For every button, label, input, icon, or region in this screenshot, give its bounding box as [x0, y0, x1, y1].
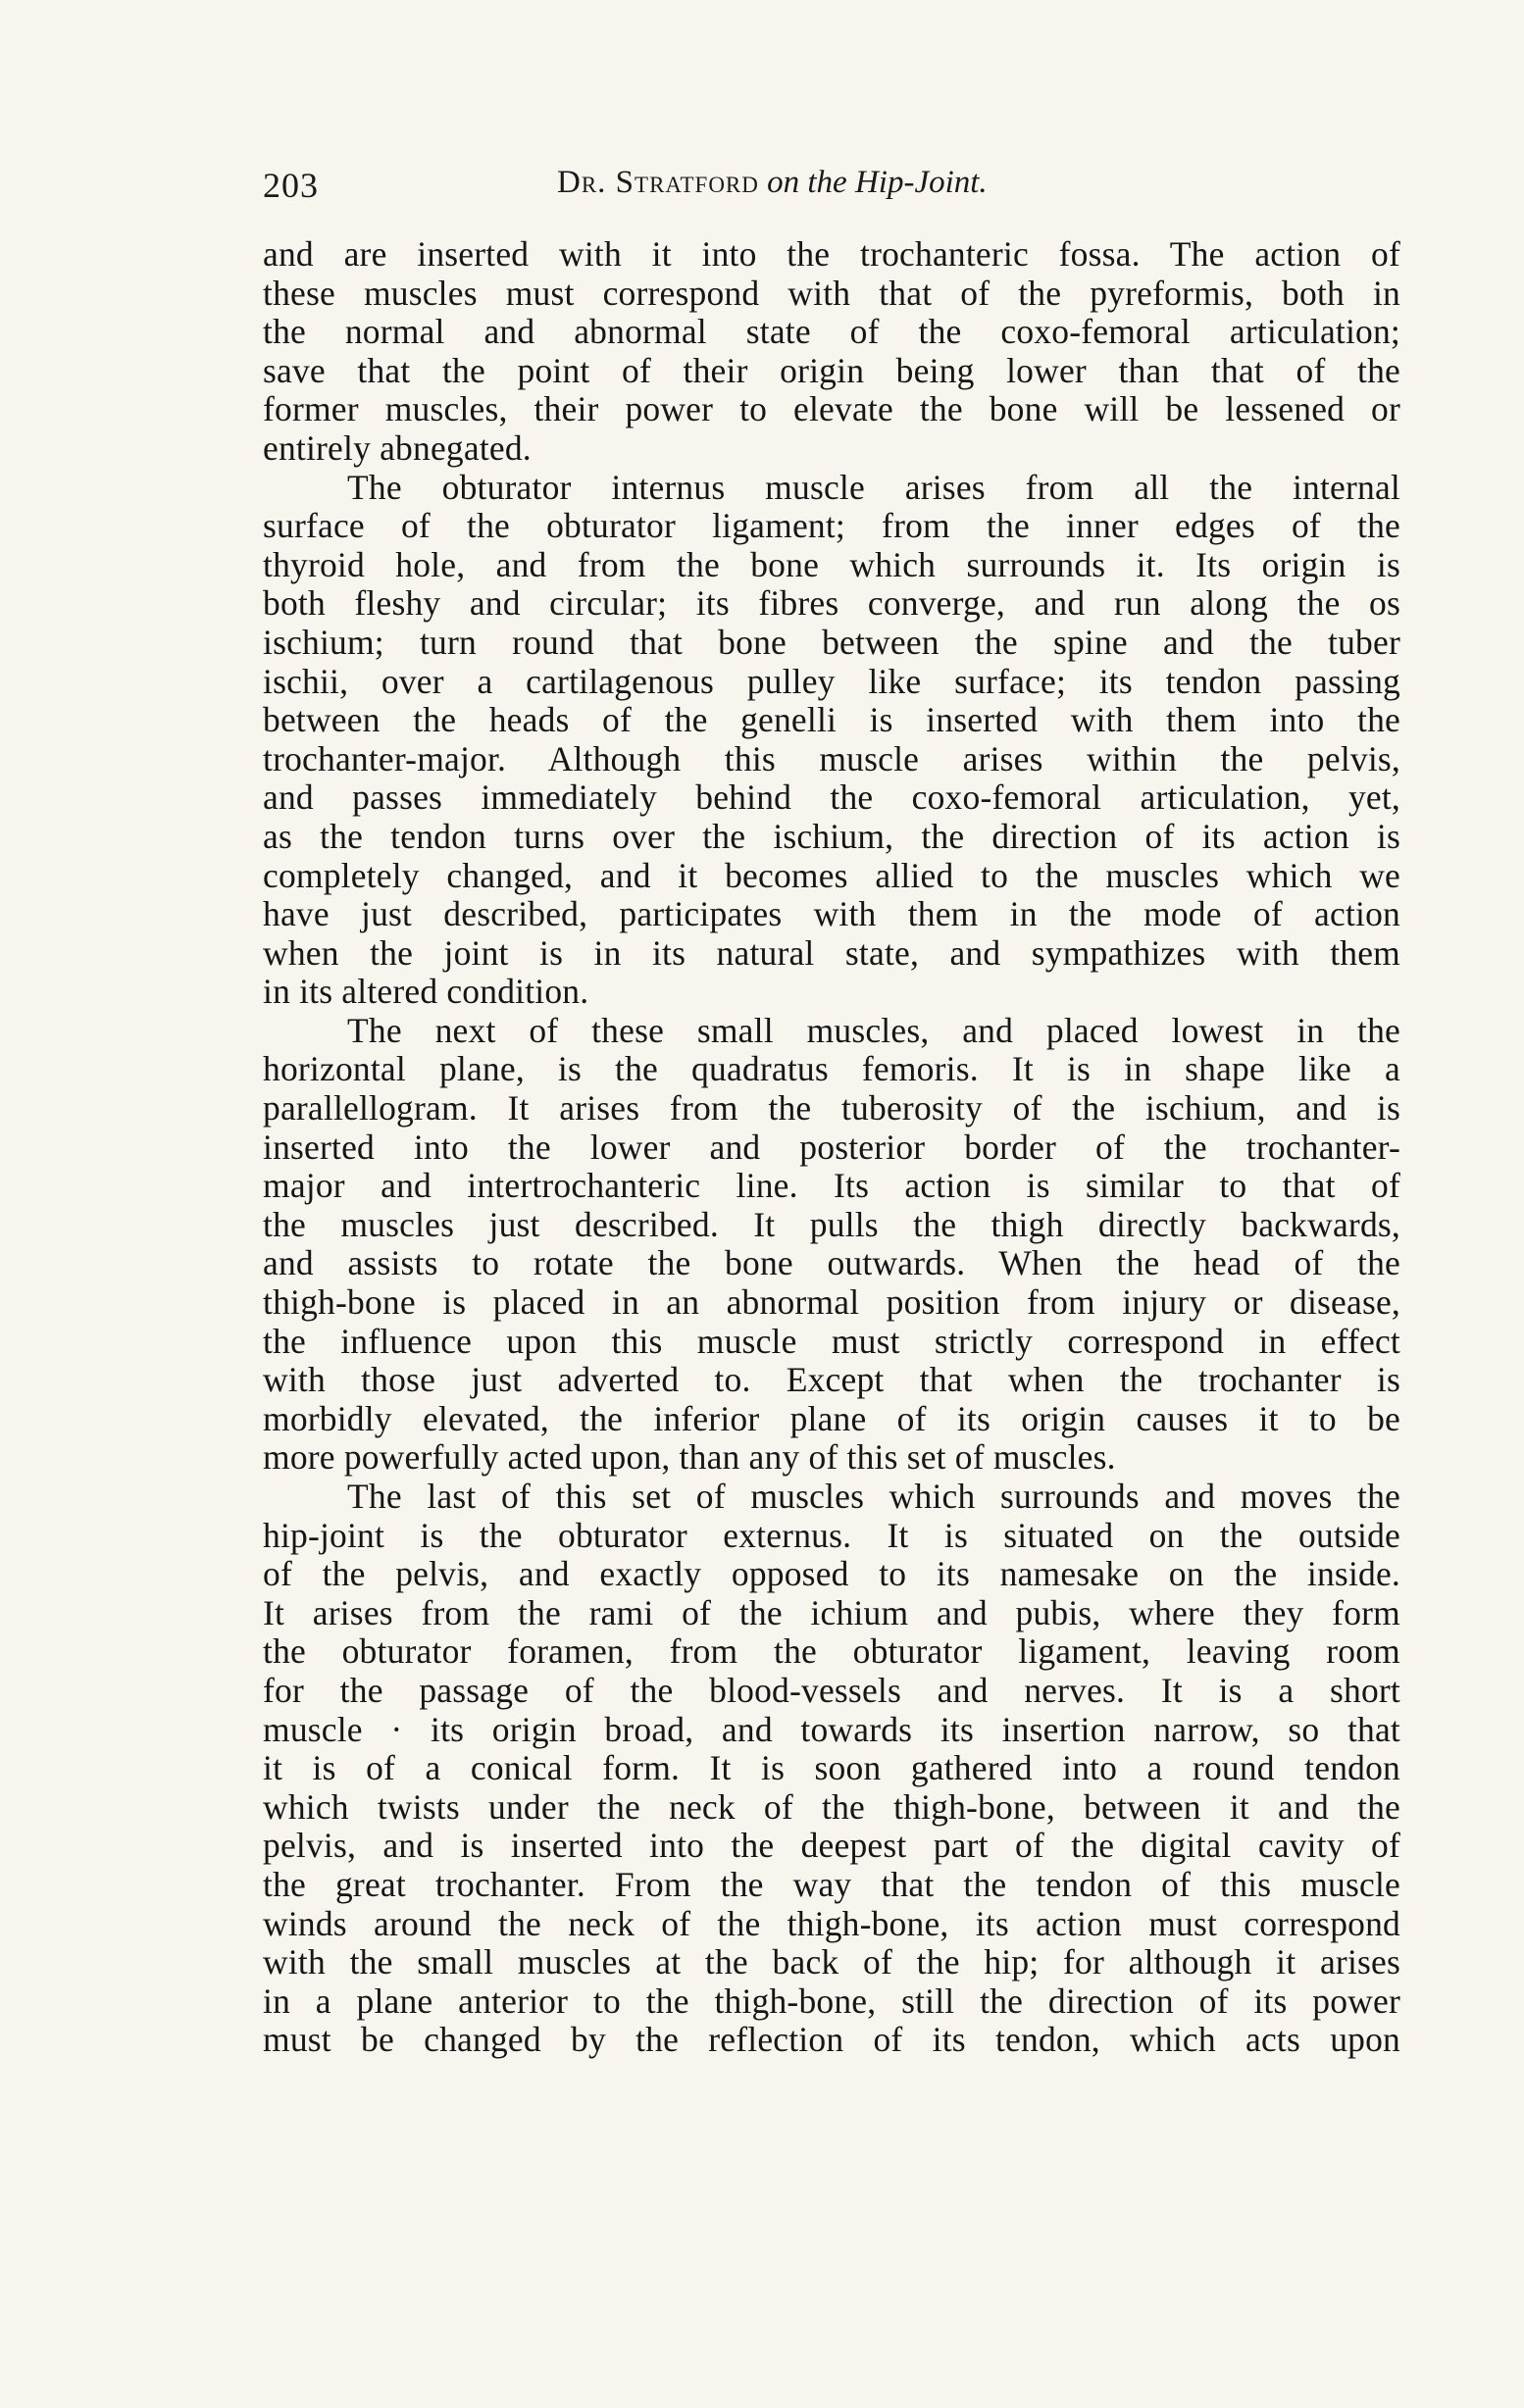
text-line: hip-joint is the obturator externus. It is situated on the outside	[263, 1515, 1400, 1555]
text-line: it is of a conical form. It is soon gathered into a round tendon	[263, 1748, 1400, 1788]
text-line: trochanter-major. Although this muscle arises within the pelvis,	[263, 738, 1400, 778]
text-line: in its altered condition.	[263, 972, 589, 1012]
page-number: 203	[263, 166, 319, 205]
body-text	[263, 235, 1400, 2060]
text-line: surface of the obturator ligament; from the inner edges of the	[263, 506, 1400, 546]
text-line: must be changed by the reflection of its tendon, which acts upon	[263, 2020, 1400, 2060]
text-line: the normal and abnormal state of the coxo-femoral articulation;	[263, 312, 1400, 352]
text-line: the obturator foramen, from the obturator ligament, leaving room	[263, 1631, 1400, 1672]
text-line: It arises from the rami of the ichium and pubis, where they form	[263, 1592, 1400, 1632]
text-line: and passes immediately behind the coxo-femoral articulation, yet,	[263, 778, 1400, 818]
text-line: ischii, over a cartilagenous pulley like surface; its tendon passing	[263, 661, 1400, 701]
text-line: muscle · its origin broad, and towards its insertion narrow, so that	[263, 1709, 1400, 1749]
text-line: of the pelvis, and exactly opposed to its namesake on the inside.	[263, 1554, 1400, 1594]
text-line: ischium; turn round that bone between the spine and the tuber	[263, 622, 1400, 662]
text-line: in a plane anterior to the thigh-bone, still the direction of its power	[263, 1981, 1400, 2021]
text-line: and assists to rotate the bone outwards. When the head of the	[263, 1243, 1400, 1283]
text-line: the influence upon this muscle must strictly correspond in effect	[263, 1321, 1400, 1361]
text-line: thigh-bone is placed in an abnormal position from injury or disease,	[263, 1282, 1400, 1323]
page-header	[263, 165, 1400, 220]
text-line: inserted into the lower and posterior border of the trochanter-	[263, 1127, 1400, 1167]
text-line: The obturator internus muscle arises from all the internal	[347, 467, 1400, 507]
text-line: parallellogram. It arises from the tuberosity of the ischium, and is	[263, 1088, 1400, 1129]
text-line: the muscles just described. It pulls the thigh directly backwards,	[263, 1204, 1400, 1244]
text-line: morbidly elevated, the inferior plane of its origin causes it to be	[263, 1398, 1400, 1438]
running-title-author: Dr. Stratford	[557, 165, 759, 200]
text-line: both fleshy and circular; its fibres converge, and run along the os	[263, 583, 1400, 624]
text-line: thyroid hole, and from the bone which surrounds it. Its origin is	[263, 544, 1400, 584]
text-line: these muscles must correspond with that of the pyreformis, both in	[263, 273, 1400, 313]
text-line: save that the point of their origin being lower than that of the	[263, 350, 1400, 390]
text-line: horizontal plane, is the quadratus femoris. It is in shape like a	[263, 1049, 1400, 1089]
text-line: The next of these small muscles, and placed lowest in the	[347, 1010, 1400, 1050]
text-line: with the small muscles at the back of the hip; for although it arises	[263, 1942, 1400, 1982]
text-line: winds around the neck of the thigh-bone, its action must correspond	[263, 1903, 1400, 1943]
running-title-subject: on the Hip-Joint.	[767, 165, 988, 200]
text-line: entirely abnegated.	[263, 427, 532, 468]
text-line: which twists under the neck of the thigh-bone, between it and the	[263, 1786, 1400, 1827]
text-line: pelvis, and is inserted into the deepest part of the digital cavity of	[263, 1826, 1400, 1866]
text-line: former muscles, their power to elevate the bone will be lessened or	[263, 389, 1400, 429]
text-line: major and intertrochanteric line. Its action is similar to that of	[263, 1166, 1400, 1206]
text-line: completely changed, and it becomes allied to the muscles which we	[263, 855, 1400, 895]
text-line: with those just adverted to. Except that when the trochanter is	[263, 1360, 1400, 1400]
text-line: more powerfully acted upon, than any of this set of muscles.	[263, 1437, 1116, 1478]
text-line: between the heads of the genelli is inserted with them into the	[263, 700, 1400, 740]
text-line: for the passage of the blood-vessels and nerves. It is a short	[263, 1670, 1400, 1710]
text-line: have just described, participates with them in the mode of action	[263, 894, 1400, 934]
text-line: The last of this set of muscles which surrounds and moves the	[347, 1477, 1400, 1516]
text-line: as the tendon turns over the ischium, the direction of its action is	[263, 816, 1400, 856]
text-line: the great trochanter. From the way that the tendon of this muscle	[263, 1864, 1400, 1904]
text-line: when the joint is in its natural state, and sympathizes with them	[263, 932, 1400, 973]
text-line: and are inserted with it into the trochanteric fossa. The action of	[263, 234, 1400, 274]
running-title	[557, 165, 988, 201]
